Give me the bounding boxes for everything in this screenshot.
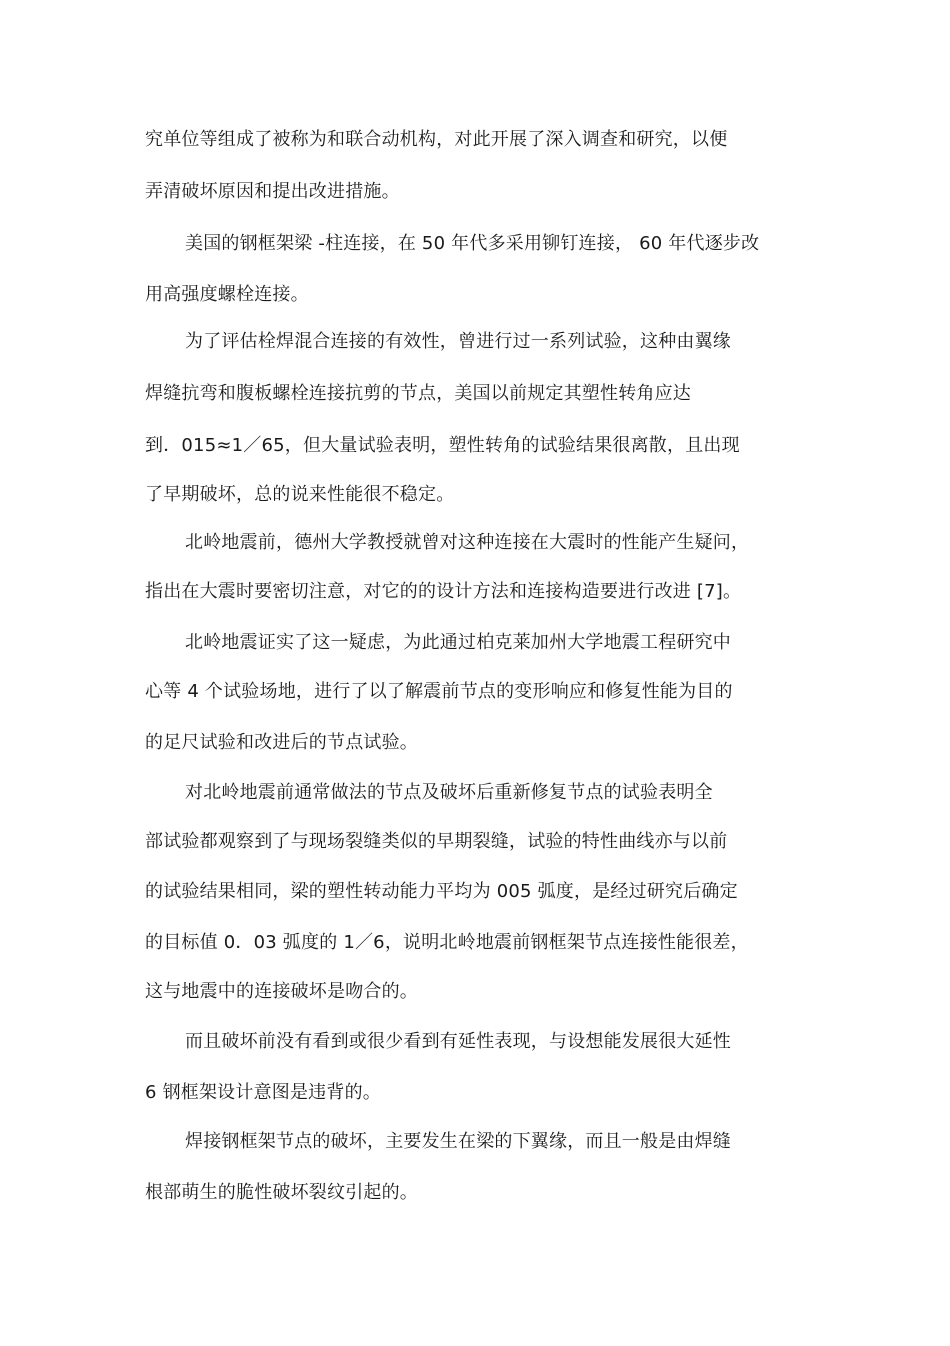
text-line: 了早期破坏，总的说来性能很不稳定。	[145, 484, 455, 505]
text-line: 用高强度螺栓连接。	[145, 284, 309, 305]
text-line: 心等 4 个试验场地，进行了以了解震前节点的变形响应和修复性能为目的	[145, 681, 733, 702]
text-line: 究单位等组成了被称为和联合动机构，对此开展了深入调查和研究，以便	[145, 129, 728, 150]
text-line: 北岭地震证实了这一疑虑，为此通过柏克莱加州大学地震工程研究中	[185, 632, 731, 653]
text-line: 北岭地震前，德州大学教授就曾对这种连接在大震时的性能产生疑问，	[185, 532, 750, 553]
text-line: 指出在大震时要密切注意，对它的的设计方法和连接构造要进行改进 [7]。	[145, 581, 742, 602]
text-line: 的目标值 0．03 弧度的 1／6，说明北岭地震前钢框架节点连接性能很差，	[145, 932, 749, 953]
text-line: 焊接钢框架节点的破坏，主要发生在梁的下翼缘，而且一般是由焊缝	[185, 1131, 731, 1152]
text-line: 根部萌生的脆性破坏裂纹引起的。	[145, 1182, 418, 1203]
text-line: 的试验结果相同，梁的塑性转动能力平均为 005 弧度，是经过研究后确定	[145, 881, 738, 902]
text-line: 对北岭地震前通常做法的节点及破坏后重新修复节点的试验表明全	[185, 782, 713, 803]
text-line: 焊缝抗弯和腹板螺栓连接抗剪的节点，美国以前规定其塑性转角应达	[145, 383, 691, 404]
text-line: 而且破坏前没有看到或很少看到有延性表现，与设想能发展很大延性	[185, 1031, 731, 1052]
text-line: 的足尺试验和改进后的节点试验。	[145, 732, 418, 753]
text-line: 美国的钢框架梁 -柱连接，在 50 年代多采用铆钉连接， 60 年代逐步改	[185, 233, 760, 254]
text-line: 为了评估栓焊混合连接的有效性，曾进行过一系列试验，这种由翼缘	[185, 331, 731, 352]
text-line: 这与地震中的连接破坏是吻合的。	[145, 981, 418, 1002]
text-line: 部试验都观察到了与现场裂缝类似的早期裂缝，试验的特性曲线亦与以前	[145, 831, 728, 852]
text-line: 到．015≈1／65，但大量试验表明，塑性转角的试验结果很离散，且出现	[145, 435, 740, 456]
text-line: 6 钢框架设计意图是违背的。	[145, 1082, 381, 1103]
text-line: 弄清破坏原因和提出改进措施。	[145, 181, 400, 202]
